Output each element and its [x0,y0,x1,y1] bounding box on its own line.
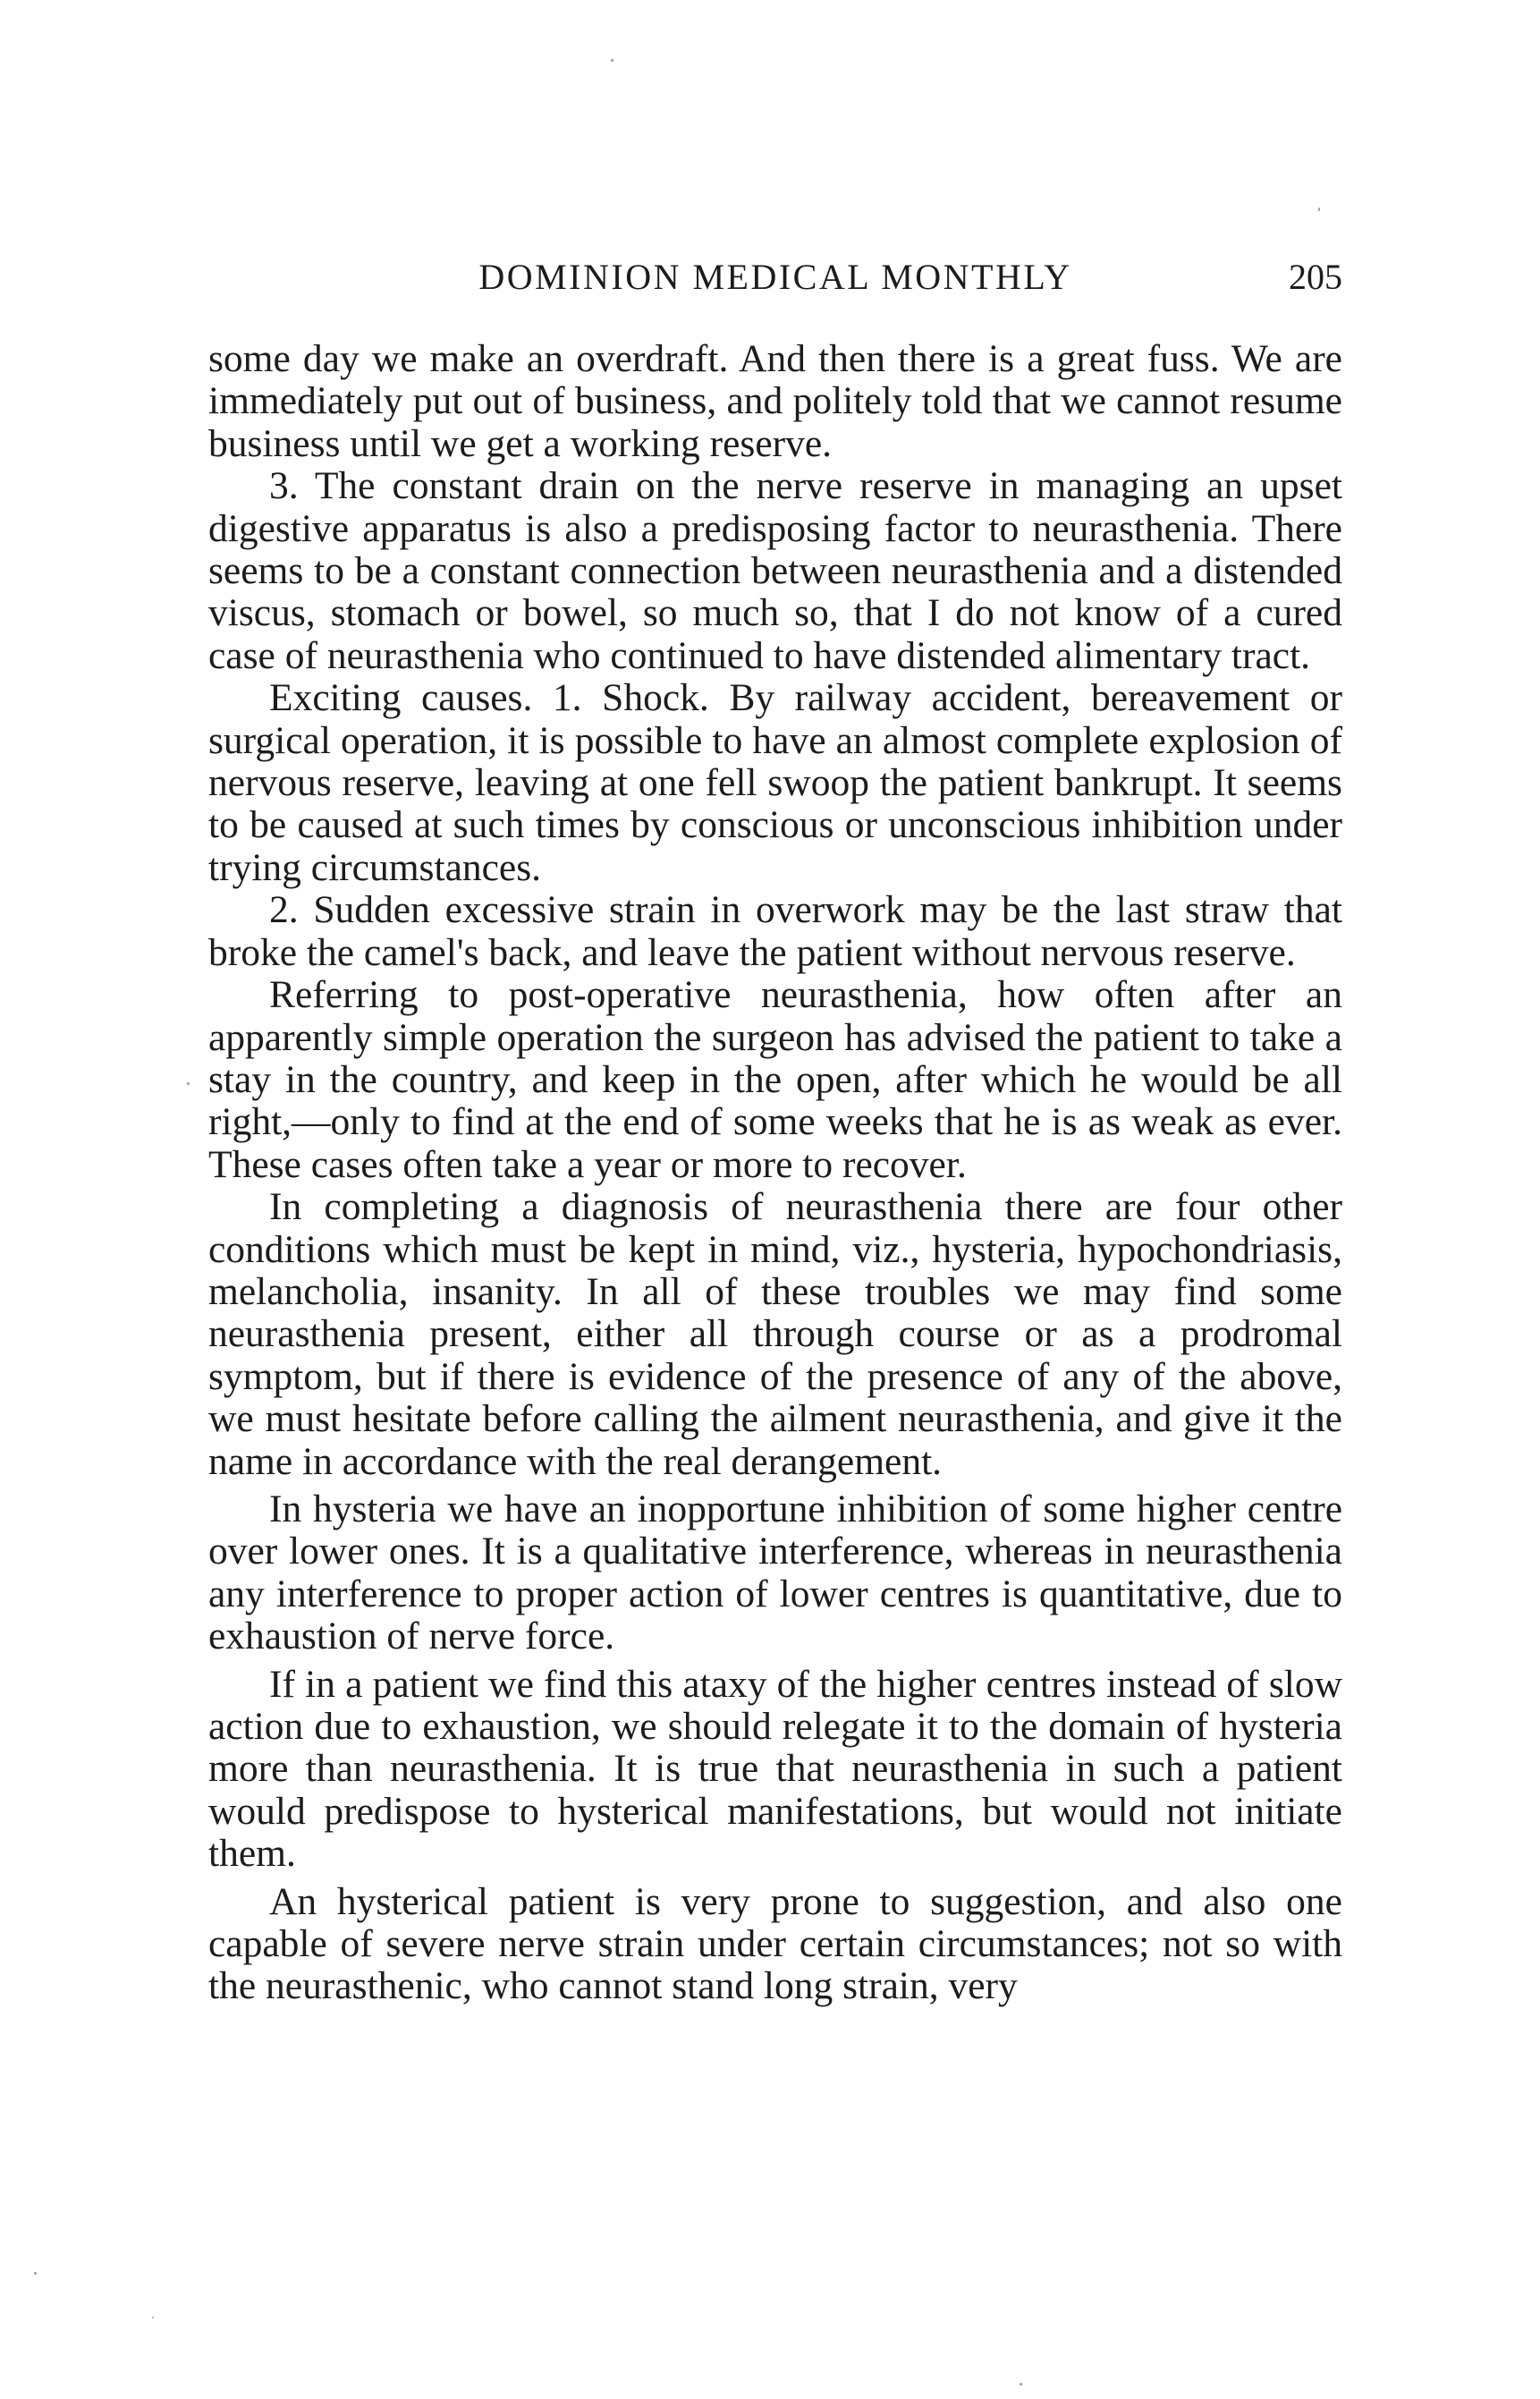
running-head [208,252,1342,302]
paragraph-hysterical-patient: An hysterical patient is very prone to suggestion, and also one capable of severe nerve strain under certain circumstances; not so with the neurasthenic, who cannot stand long strain, very [208,1879,1342,2008]
scan-speck [1318,208,1320,211]
paragraph-sudden-strain: 2. Sudden excessive strain in overwork may be the last straw that broke the camel's back, and leave the patient without nervous reserve. [208,888,1342,974]
scan-speck [1020,2383,1022,2386]
paragraph-diagnosis: In completing a diagnosis of neurasthenia there are four other conditions which must be kept in mind, viz., hysteria, hypochondriasis, melancholia, insanity. In all of these troubles we may find some neurasthenia present, either all through course or as a prodromal symptom, but if there is evidence of the presence of any of the above, we must hesitate before calling the ailment neurasthenia, and give it the name in accordance with the real derangement. [208,1185,1342,1483]
scan-speck [187,1082,190,1085]
scan-speck [152,2317,154,2318]
running-title: DOMINION MEDICAL MONTHLY [478,257,1072,297]
scan-speck [611,59,613,62]
paragraph-post-operative: Referring to post-operative neurasthenia, how often after an apparently simple operation the surgeon has advised the patient to take a stay in the country, and keep in the open, after which he would be all right,—only to find at the end of some weeks that he is as weak as ever. These cases often take a year or more to recover. [208,973,1342,1186]
paragraph-ataxy-higher-centres: If in a patient we find this ataxy of the higher centres instead of slow action due to exhaustion, we should relegate it to the domain of hysteria more than neurasthenia. It is true that neurasthenia in such a patient would predispose to hysterical manifestations, but would not initiate them. [208,1662,1342,1876]
scan-speck [34,2272,37,2275]
paragraph-predisposing-digestive: 3. The constant drain on the nerve reserve in managing an upset digestive apparatus is also a predisposing factor to neurasthenia. There seems to be a constant connection between neurasthenia and a distended viscus, stomach or bowel, so much so, that I do not know of a cured case of neurasthenia who continued to have distended alimentary tract. [208,464,1342,677]
paragraph-continuation: some day we make an overdraft. And then there is a great fuss. We are immediately put out of business, and politely told that we cannot resume business until we get a working reserve. [208,337,1342,465]
paragraph-exciting-causes-shock: Exciting causes. 1. Shock. By railway accident, bereavement or surgical operation, it is possible to have an almost complete explosion of nervous reserve, leaving at one fell swoop the patient bankrupt. It seems to be caused at such times by conscious or unconscious inhibition under trying circumstances. [208,676,1342,889]
paragraph-hysteria-inhibition: In hysteria we have an inopportune inhibition of some higher centre over lower ones. It is a qualitative interference, whereas in neurasthenia any interference to proper action of lower centres is quantitative, due to exhaustion of nerve force. [208,1487,1342,1658]
page-number: 205 [1289,257,1342,297]
body-text [208,338,1342,2008]
